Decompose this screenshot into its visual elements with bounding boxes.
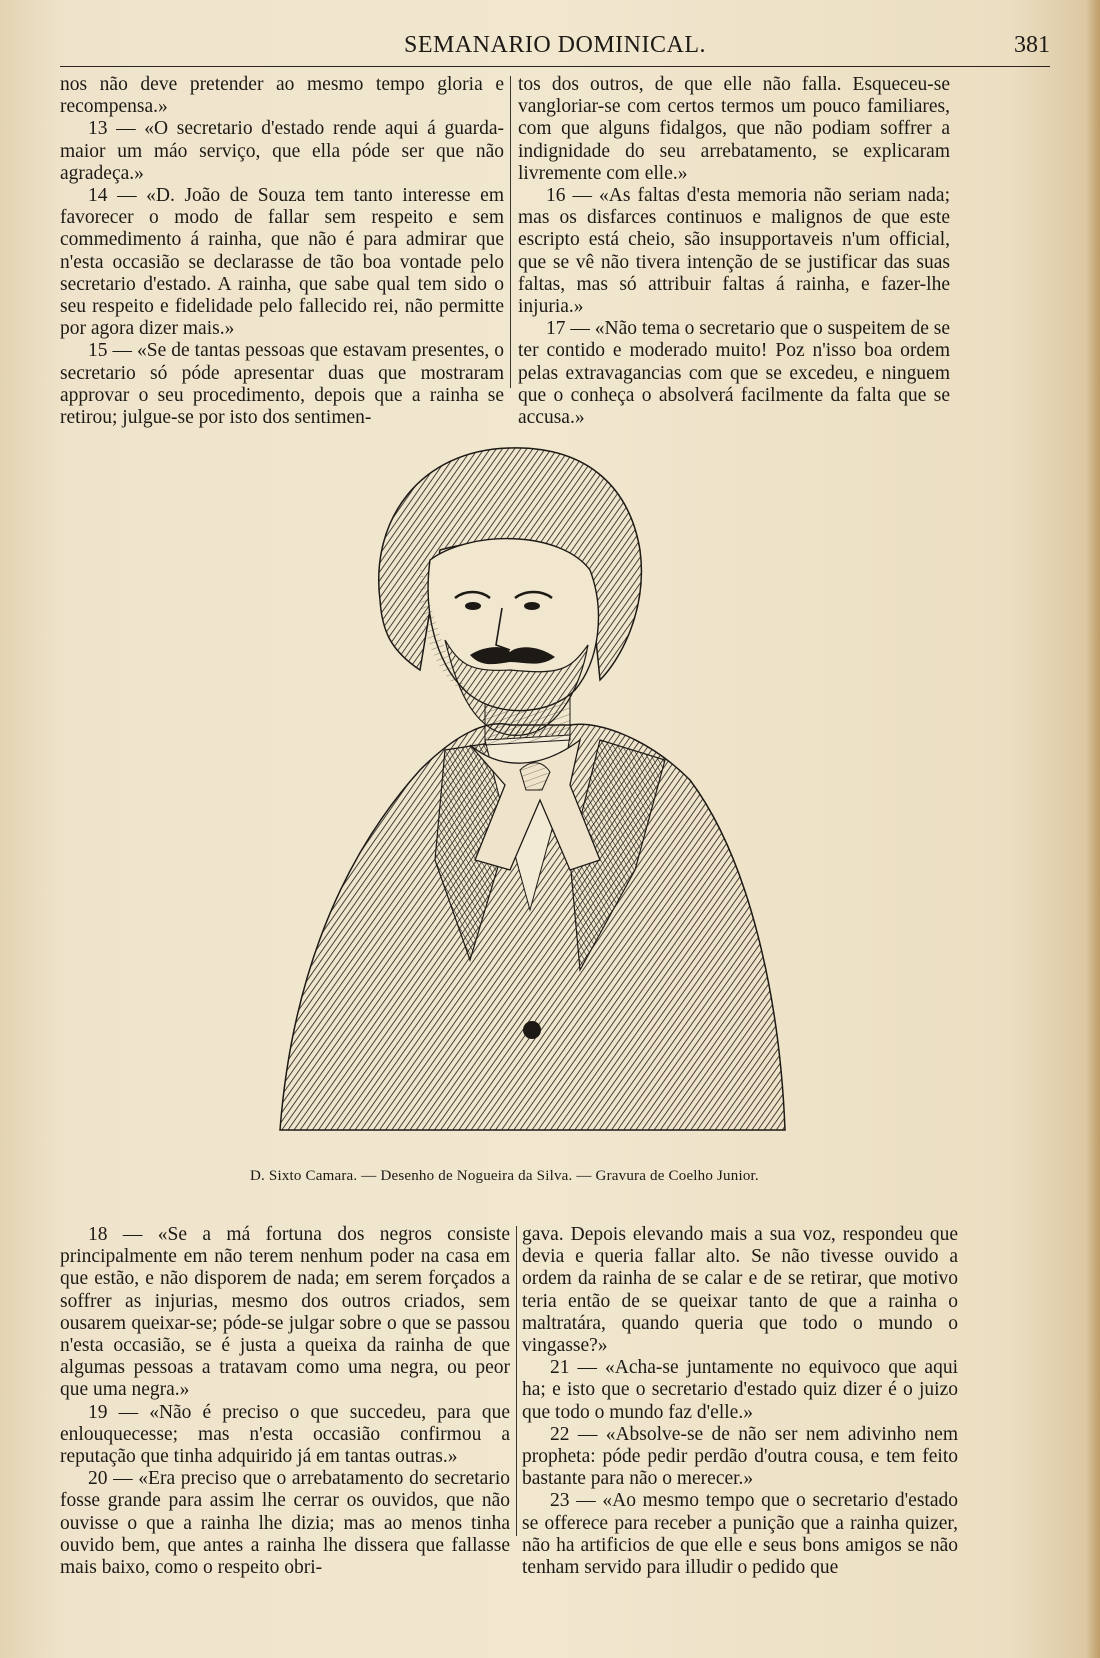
header-rule bbox=[60, 66, 1050, 67]
bottom-left-column bbox=[60, 1224, 510, 1579]
bottom-right-column bbox=[522, 1224, 958, 1579]
paragraph: 21 — «Acha-se juntamente no equivoco que aqui ha; e isto que o secretario d'estado quiz dizer é o juizo que todo o mundo faz d'elle.» bbox=[522, 1357, 958, 1423]
paragraph: tos dos outros, de que elle não falla. Esqueceu-se vangloriar-se com certos termos um pouco familiares, com que alguns fidalgos, que não podiam soffrer a indignidade do seu arrebatamento, se explicaram livremente com elle.» bbox=[518, 74, 950, 184]
paragraph: 23 — «Ao mesmo tempo que o secretario d'estado se offerece para receber a punição que a rainha quizer, não ha artificios de que elle e seus bons amigos se não tenham servido para illudir o pedido que bbox=[522, 1490, 958, 1579]
paragraph: 19 — «Não é preciso o que succedeu, para que enlouquecesse; mas n'esta occasião confirmou a reputação que tinha adquirido já em tantas outras.» bbox=[60, 1401, 510, 1468]
publication-title: SEMANARIO DOMINICAL. bbox=[404, 32, 706, 58]
portrait-engraving bbox=[270, 440, 790, 1140]
paragraph: 18 — «Se a má fortuna dos negros consiste principalmente em não terem nenhum poder na casa em que estão, e não disporem de nada; em serem forçados a soffrer as injurias, mesmo dos outros criados, sem ousarem queixar-se; póde-se julgar sobre o que se passou n'esta occasião, se é justa a queixa da rainha de que algumas pessoas a tratavam como uma negra, ou peor que uma negra.» bbox=[60, 1224, 510, 1401]
paragraph: 22 — «Absolve-se de não ser nem adivinho nem propheta: póde pedir perdão d'outra cousa, e tem feito bastante para não o merecer.» bbox=[522, 1423, 958, 1490]
paragraph: nos não deve pretender ao mesmo tempo gloria e recompensa.» bbox=[60, 74, 504, 118]
paragraph: 15 — «Se de tantas pessoas que estavam presentes, o secretario só póde apresentar duas que mostraram approvar o seu procedimento, depois que a rainha se retirou; julgue-se por isto dos sentimen- bbox=[60, 340, 504, 429]
paragraph: 14 — «D. João de Souza tem tanto interesse em favorecer o modo de fallar sem respeito e sem commedimento á rainha, que não é para admirar que n'esta occasião se declarasse de tão boa vontade pelo secretario d'estado. A rainha, que sabe qual tem sido o seu respeito e fidelidade pelo fallecido rei, não permitte por agora dizer mais.» bbox=[60, 185, 504, 340]
paragraph: 20 — «Era preciso que o arrebatamento do secretario fosse grande para assim lhe cerrar os ouvidos, que não ouvisse o que a rainha lhe dizia; mas ao menos tinha ouvido bem, que antes a rainha lhe dissera que fallasse mais baixo, como o respeito obri- bbox=[60, 1468, 510, 1579]
page-edge-stain bbox=[1086, 0, 1100, 1658]
column-divider bbox=[510, 76, 511, 388]
image-caption: D. Sixto Camara. — Desenho de Nogueira da Silva. — Gravura de Coelho Junior. bbox=[250, 1168, 759, 1184]
paragraph: gava. Depois elevando mais a sua voz, respondeu que devia e queria fallar alto. Se não tivesse ouvido a ordem da rainha de se calar e de se retirar, que motivo teria então de se queixar tanto de que a rainha o maltratára, quando queria que todo o mundo o vingasse?» bbox=[522, 1224, 958, 1357]
top-right-column bbox=[518, 74, 950, 429]
paragraph: 13 — «O secretario d'estado rende aqui á guarda-maior um máo serviço, que ella póde ser que não agradeça.» bbox=[60, 118, 504, 184]
column-divider bbox=[516, 1226, 517, 1536]
paragraph: 16 — «As faltas d'esta memoria não seriam nada; mas os disfarces continuos e malignos de que este escripto está cheio, são insupportaveis n'um official, que se vê não tivera intenção de se justificar das suas faltas, mas só attribuir faltas á rainha, e fazer-lhe injuria.» bbox=[518, 185, 950, 318]
paragraph: 17 — «Não tema o secretario que o suspeitem de se ter contido e moderado muito! Poz n'isso boa ordem pelas extravagancias com que se excedeu, e ninguem que o conheça o absolverá facilmente da falta que se accusa.» bbox=[518, 318, 950, 429]
page-number: 381 bbox=[1014, 32, 1050, 58]
running-header bbox=[60, 30, 1050, 66]
top-left-column bbox=[60, 74, 504, 429]
